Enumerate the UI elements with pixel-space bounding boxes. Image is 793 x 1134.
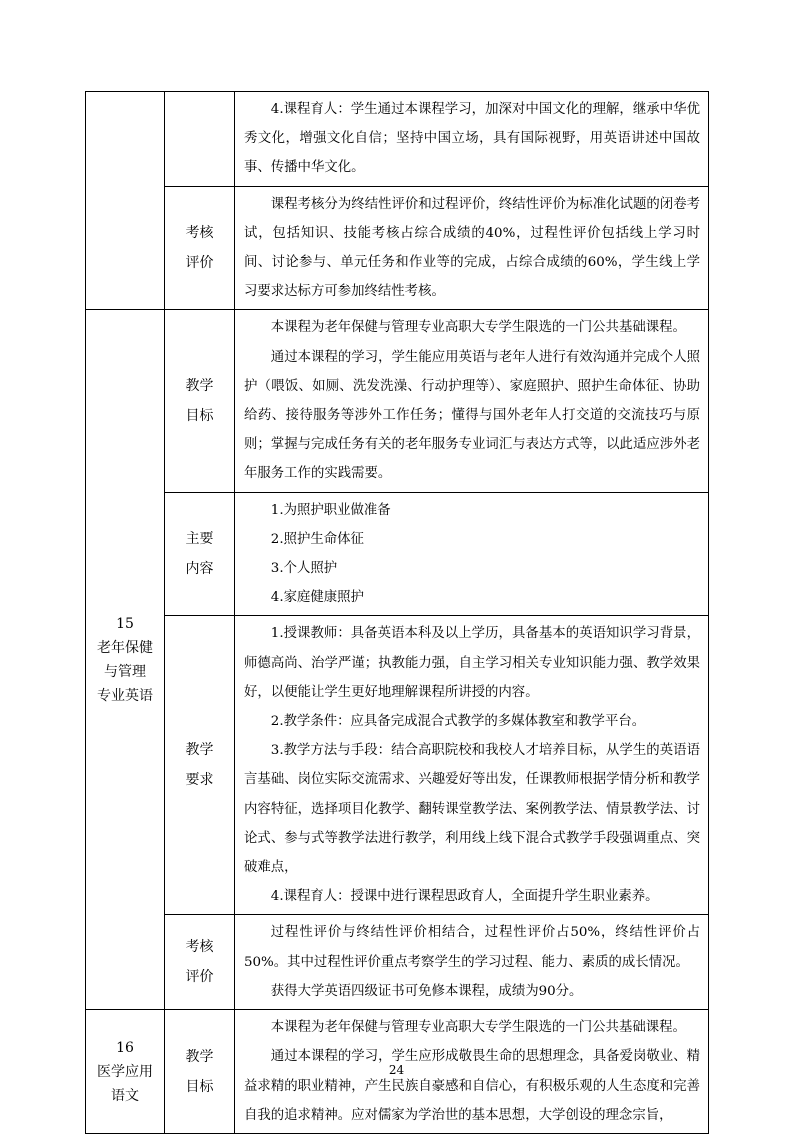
content-cell: [235, 492, 709, 616]
course-name-line: 与管理: [104, 663, 146, 680]
requirements-paragraph: 1.授课教师：具备英语本科及以上学历，具备基本的英语知识学习背景，师德高尚、治学严谨；执教能力强，自主学习相关专业知识能力强、教学效果好，以便能让学生更好地理解课程所讲授的内容。: [244, 626, 700, 700]
objectives-paragraph: 本课程为老年保健与管理专业高职大专学生限选的一门公共基础课程。: [270, 320, 686, 336]
course-number: 15: [116, 615, 134, 632]
requirements-label: 教学 要求: [165, 616, 235, 915]
content-label: 主要 内容: [165, 492, 235, 616]
requirements-tail-text: 4.课程育人：学生通过本课程学习，加深对中国文化的理解，继承中华优秀文化，增强文化自信；坚持中国立场，具有国际视野，用英语讲述中国故事、传播中华文化。: [244, 102, 700, 176]
label-cell-empty: [165, 92, 235, 187]
requirements-paragraph: 2.教学条件：应具备完成混合式教学的多媒体教室和教学平台。: [270, 714, 646, 730]
assessment-paragraph: 过程性评价与终结性评价相结合，过程性评价占50%，终结性评价占50%。其中过程性评价重点考察学生的学习过程、能力、素质的成长情况。: [244, 925, 700, 970]
table-row: [86, 915, 709, 1010]
course-number: 16: [116, 1039, 134, 1056]
course-name-line: 语文: [111, 1087, 139, 1104]
content-item: 2.照护生命体征: [270, 531, 364, 547]
content-item: 3.个人照护: [270, 561, 338, 577]
assessment-cell: [235, 186, 709, 310]
course-name-line: 专业英语: [97, 687, 153, 704]
assessment-label: 考核 评价: [165, 915, 235, 1010]
assessment-label: 考核 评价: [165, 186, 235, 310]
content-item: 4.家庭健康照护: [270, 590, 364, 606]
assessment-cell: [235, 915, 709, 1010]
content-item: 1.为照护职业做准备: [270, 502, 391, 518]
course-15-name-cell: [86, 310, 165, 1010]
course-cell-empty: [86, 92, 165, 310]
table-row: [86, 616, 709, 915]
course-name-line: 老年保健: [97, 639, 153, 656]
objectives-paragraph: 本课程为老年保健与管理专业高职大专学生限选的一门公共基础课程。: [270, 1020, 686, 1036]
objectives-cell: [235, 310, 709, 492]
table-row: [86, 92, 709, 187]
objectives-label: 教学 目标: [165, 310, 235, 492]
requirements-paragraph: 4.课程育人：授课中进行课程思政育人，全面提升学生职业素养。: [270, 889, 659, 905]
table-row: [86, 492, 709, 616]
table-row: [86, 186, 709, 310]
page-number: 24: [388, 1063, 405, 1077]
objectives-paragraph: 通过本课程的学习，学生应形成敬畏生命的思想理念，具备爱岗敬业、精益求精的职业精神，产生民族自豪感和自信心，有积极乐观的人生态度和完善自我的追求精神。应对儒家为学治世的基本思想，大学创设的理念宗旨，: [244, 1049, 700, 1123]
assessment-paragraph: 获得大学英语四级证书可免修本课程，成绩为90分。: [270, 983, 583, 999]
requirements-cell: [235, 616, 709, 915]
assessment-text: 课程考核分为终结性评价和过程评价，终结性评价为标准化试题的闭卷考试，包括知识、技能考核占综合成绩的40%，过程性评价包括线上学习时间、讨论参与、单元任务和作业等的完成，占综合成绩的60%，学生线上学习要求达标方可参加终结性考核。: [244, 196, 700, 300]
requirements-tail-cell: [235, 92, 709, 187]
objectives-label: 教学 目标: [165, 1010, 235, 1134]
curriculum-table: [85, 91, 709, 1134]
table-row: [86, 310, 709, 492]
course-name-line: 医学应用: [97, 1063, 153, 1080]
objectives-paragraph: 通过本课程的学习，学生能应用英语与老年人进行有效沟通并完成个人照护（喂饭、如厕、洗发洗澡、行动护理等）、家庭照护、照护生命体征、协助给药、接待服务等涉外工作任务；懂得与国外老年人打交道的交流技巧与原则；掌握与完成任务有关的老年服务专业词汇与表达方式等，以此适应涉外老年服务工作的实践需要。: [244, 349, 700, 482]
requirements-paragraph: 3.教学方法与手段：结合高职院校和我校人才培养目标，从学生的英语语言基础、岗位实际交流需求、兴趣爱好等出发，任课教师根据学情分析和教学内容特征，选择项目化教学、翻转课堂教学法、案例教学法、情景教学法、讨论式、参与式等教学法进行教学，利用线上线下混合式教学手段强调重点、突破难点，: [244, 743, 700, 876]
